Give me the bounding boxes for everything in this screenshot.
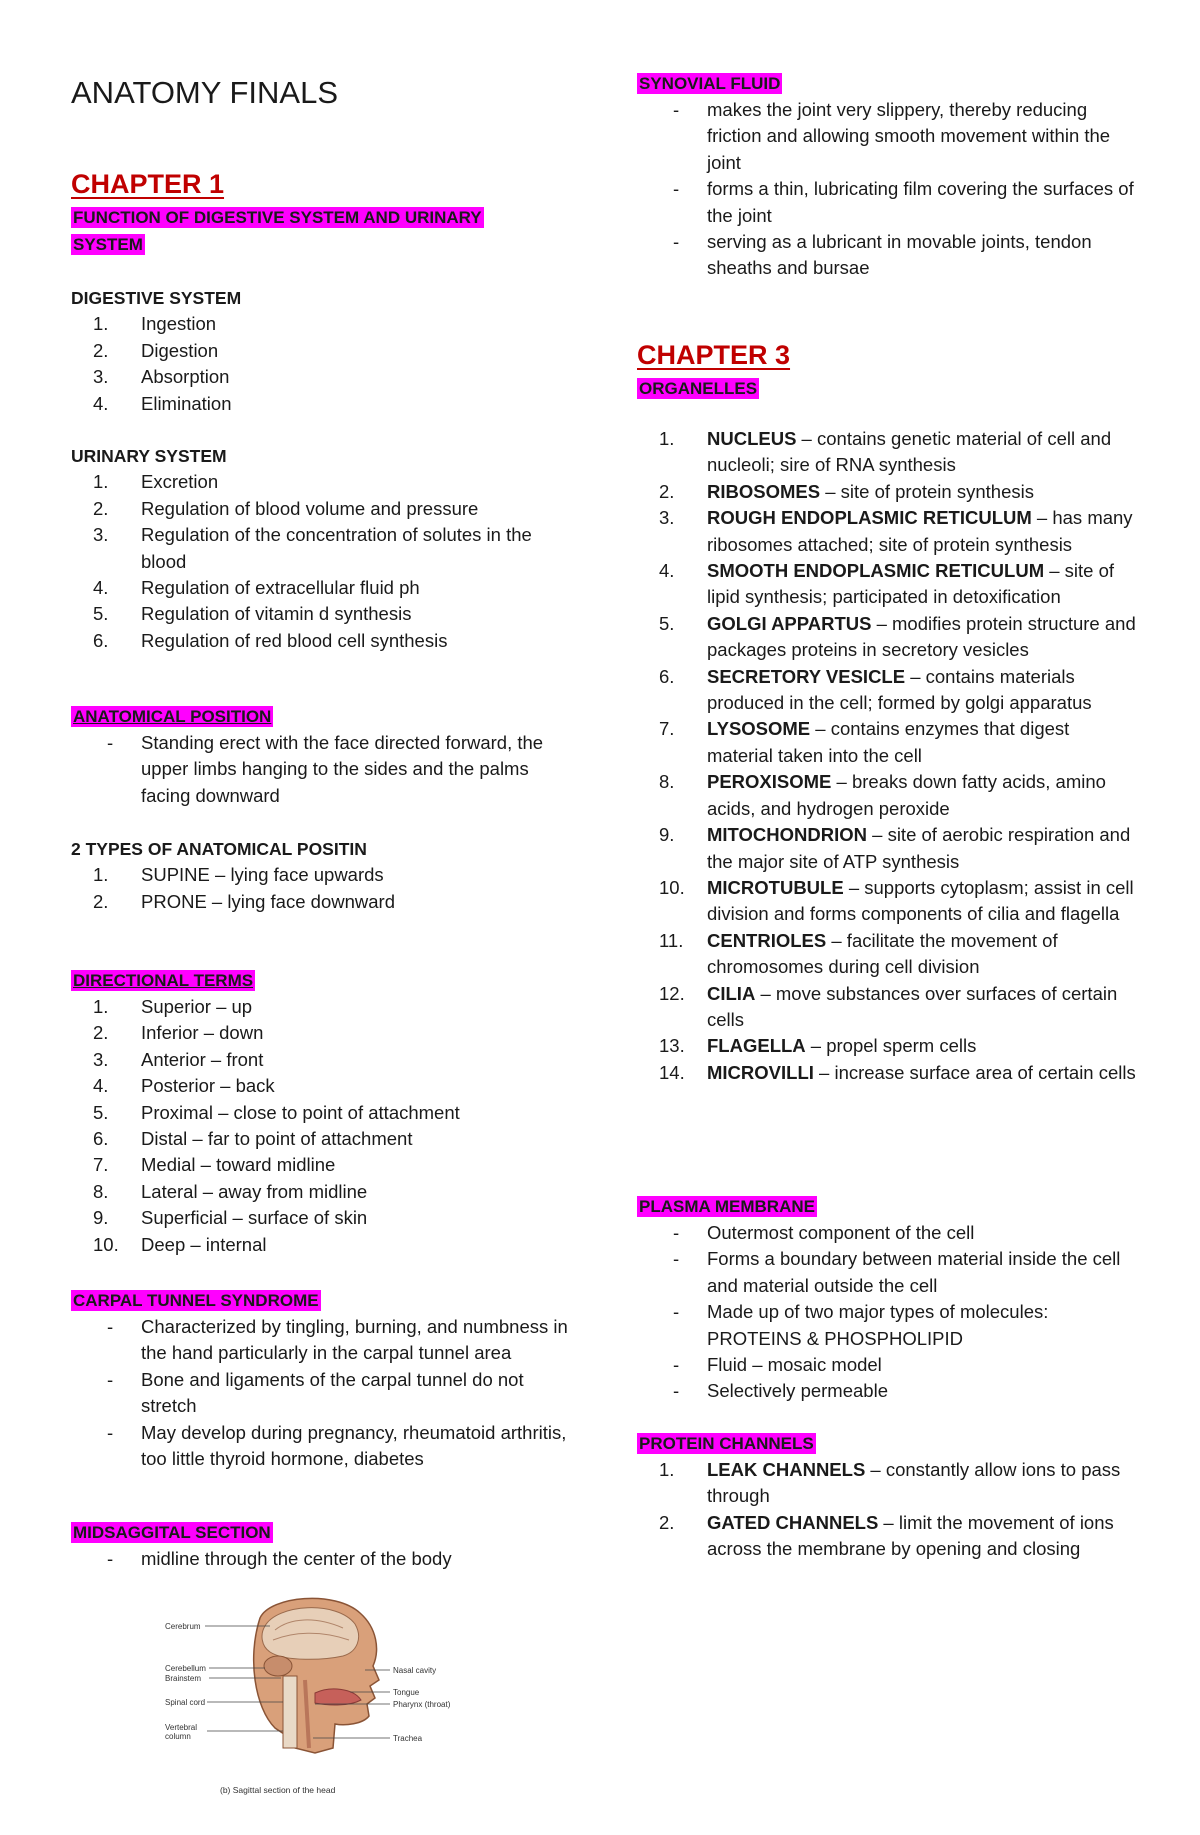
synovial-list <box>637 97 1137 282</box>
directional-item: 4. Posterior – back <box>71 1073 571 1099</box>
bullet-dash: - <box>107 1368 114 1390</box>
chapter-1-section <box>71 168 541 258</box>
urinary-item: 2. Regulation of blood volume and pressure <box>71 496 571 522</box>
label-pharynx: Pharynx (throat) <box>393 1700 451 1709</box>
protein-channel-item: 2. GATED CHANNELS – limit the movement of ions across the membrane by opening and closing <box>659 1511 1114 1560</box>
list-number: 5. <box>659 612 675 634</box>
midsaggital-section <box>71 1519 571 1572</box>
list-number: 2. <box>93 1022 109 1044</box>
term: MITOCHONDRION <box>707 824 867 846</box>
list-number: 4. <box>93 577 109 599</box>
term: FLAGELLA <box>707 1035 806 1057</box>
plasma-item: - Selectively permeable <box>637 1378 1137 1404</box>
plasma-membrane-heading: PLASMA MEMBRANE <box>639 1197 815 1216</box>
list-number: 13. <box>659 1035 685 1057</box>
label-cerebellum: Cerebellum <box>165 1664 206 1673</box>
organelle-item: 7. LYSOSOME – contains enzymes that digest material taken into the cell <box>659 718 1070 766</box>
organelles-heading: ORGANELLES <box>639 379 758 398</box>
list-number: 12. <box>659 982 685 1004</box>
list-number: 1. <box>93 471 109 493</box>
term: MICROTUBULE <box>707 876 844 898</box>
list-number: 4. <box>93 392 109 414</box>
organelle-item: 2. RIBOSOMES – site of protein synthesis <box>637 479 1137 505</box>
midsaggital-heading: MIDSAGGITAL SECTION <box>73 1523 271 1542</box>
list-number: 14. <box>659 1061 685 1083</box>
midsaggital-list <box>71 1546 571 1572</box>
organelle-item: 3. ROUGH ENDOPLASMIC RETICULUM – has many ribosomes attached; site of protein synthesis <box>659 507 1133 555</box>
bullet-dash: - <box>107 1548 114 1569</box>
directional-item: 9. Superficial – surface of skin <box>71 1205 571 1231</box>
carpal-item: - Characterized by tingling, burning, and numbness in the hand particularly in the carpal tunnel area <box>107 1316 568 1364</box>
list-number: 2. <box>93 890 109 912</box>
organelle-item: 1. NUCLEUS – contains genetic material of cell and nucleoli; sire of RNA synthesis <box>659 428 1112 476</box>
urinary-heading: URINARY SYSTEM <box>71 446 227 466</box>
plasma-item: - Fluid – mosaic model <box>637 1352 1137 1378</box>
midsaggital-item: - midline through the center of the body <box>71 1546 571 1572</box>
carpal-list <box>71 1314 571 1472</box>
carpal-tunnel-section <box>71 1287 571 1472</box>
directional-item: 7. Medial – toward midline <box>71 1152 571 1178</box>
term: GOLGI APPARTUS <box>707 612 872 634</box>
organelle-item: 5. GOLGI APPARTUS – modifies protein structure and packages proteins in secretory vesicles <box>659 612 1136 661</box>
anatomical-types-section <box>71 836 571 915</box>
urinary-item: 4. Regulation of extracellular fluid ph <box>71 575 571 601</box>
directional-list <box>71 994 571 1258</box>
bullet-dash: - <box>673 1354 680 1376</box>
directional-item: 5. Proximal – close to point of attachment <box>71 1100 571 1126</box>
digestive-item: 2. Digestion <box>71 338 571 364</box>
list-number: 7. <box>93 1154 109 1176</box>
term: LEAK CHANNELS <box>707 1459 866 1480</box>
list-number: 7. <box>659 718 675 740</box>
label-spinal-cord: Spinal cord <box>165 1698 206 1707</box>
term: RIBOSOMES <box>707 480 821 502</box>
urinary-item: 6. Regulation of red blood cell synthesis <box>71 628 571 654</box>
list-number: 3. <box>93 1048 109 1070</box>
anatomical-types-list <box>71 862 571 915</box>
plasma-membrane-section <box>637 1193 1137 1405</box>
list-number: 9. <box>93 1207 109 1229</box>
list-number: 6. <box>93 1128 109 1150</box>
term: MICROVILLI <box>707 1061 814 1083</box>
bullet-dash: - <box>673 231 680 253</box>
plasma-list <box>637 1220 1137 1405</box>
list-number: 6. <box>659 665 675 687</box>
label-nasal-cavity: Nasal cavity <box>393 1666 437 1675</box>
directional-item: 8. Lateral – away from midline <box>71 1179 571 1205</box>
anatomical-list <box>71 730 571 809</box>
list-number: 1. <box>93 996 109 1017</box>
bullet-dash: - <box>673 1222 680 1243</box>
list-number: 1. <box>659 1459 675 1480</box>
bullet-dash: - <box>673 99 680 120</box>
label-vertebral: Vertebral <box>165 1723 198 1732</box>
protein-channels-section <box>637 1430 1137 1563</box>
plasma-item: - Outermost component of the cell <box>637 1220 1137 1246</box>
list-number: 10. <box>659 876 685 898</box>
term: GATED CHANNELS <box>707 1511 879 1533</box>
list-number: 10. <box>93 1233 119 1255</box>
label-tongue: Tongue <box>393 1688 420 1697</box>
directional-terms-section <box>71 967 571 1258</box>
synovial-item: - forms a thin, lubricating film covering the surfaces of the joint <box>673 178 1134 226</box>
list-number: 3. <box>659 507 675 529</box>
urinary-section <box>71 443 571 654</box>
sagittal-section-figure <box>165 1588 465 1803</box>
carpal-item: - May develop during pregnancy, rheumatoid arthritis, too little thyroid hormone, diabetes <box>107 1421 567 1470</box>
synovial-fluid-heading: SYNOVIAL FLUID <box>639 74 781 93</box>
label-column: column <box>165 1732 191 1741</box>
label-brainstem: Brainstem <box>165 1674 202 1683</box>
list-number: 4. <box>659 560 675 582</box>
list-number: 1. <box>659 428 675 449</box>
synovial-item: - serving as a lubricant in movable joints, tendon sheaths and bursae <box>673 231 1092 279</box>
anatomical-position-section <box>71 703 571 809</box>
list-number: 2. <box>659 480 675 502</box>
list-number: 3. <box>93 366 109 388</box>
protein-list <box>637 1457 1137 1563</box>
label-cerebrum: Cerebrum <box>165 1622 201 1631</box>
digestive-heading: DIGESTIVE SYSTEM <box>71 288 242 308</box>
list-number: 2. <box>659 1511 675 1533</box>
list-number: 11. <box>659 929 684 951</box>
bullet-dash: - <box>107 1316 114 1337</box>
bullet-dash: - <box>673 1380 680 1402</box>
synovial-item: - makes the joint very slippery, thereby reducing friction and allowing smooth movement within the joint <box>673 99 1111 173</box>
anatomical-type-item: 2. PRONE – lying face downward <box>71 889 571 915</box>
directional-item: 3. Anterior – front <box>71 1047 571 1073</box>
digestive-list <box>71 311 571 417</box>
anatomical-type-item: 1. SUPINE – lying face upwards <box>71 862 571 888</box>
carpal-tunnel-heading: CARPAL TUNNEL SYNDROME <box>73 1291 319 1310</box>
organelles-list <box>637 426 1137 1086</box>
organelle-item: 13. FLAGELLA – propel sperm cells <box>637 1033 1137 1059</box>
urinary-list <box>71 469 571 654</box>
urinary-item: 3. Regulation of the concentration of solutes in the blood <box>93 524 532 572</box>
list-number: 9. <box>659 824 675 846</box>
digestive-item: 1. Ingestion <box>71 311 571 337</box>
protein-channels-heading: PROTEIN CHANNELS <box>639 1434 814 1453</box>
organelle-item: 10. MICROTUBULE – supports cytoplasm; assist in cell division and forms components of cilia and flagella <box>659 876 1134 925</box>
organelle-item: 8. PEROXISOME – breaks down fatty acids, amino acids, and hydrogen peroxide <box>659 771 1106 819</box>
list-number: 2. <box>93 339 109 361</box>
plasma-item: - Made up of two major types of molecules: PROTEINS & PHOSPHOLIPID <box>673 1301 1049 1349</box>
list-number: 4. <box>93 1075 109 1097</box>
bullet-dash: - <box>673 1301 680 1323</box>
function-heading: FUNCTION OF DIGESTIVE SYSTEM AND URINARY SYSTEM <box>73 208 482 254</box>
chapter-3-section <box>637 339 1137 402</box>
organelle-item: 4. SMOOTH ENDOPLASMIC RETICULUM – site of lipid synthesis; participated in detoxification <box>659 560 1115 608</box>
digestive-item: 3. Absorption <box>71 364 571 390</box>
list-number: 6. <box>93 629 109 651</box>
bullet-dash: - <box>107 1421 114 1443</box>
directional-item: 1. Superior – up <box>71 994 571 1020</box>
organelles-section <box>637 426 1137 1086</box>
directional-item: 10. Deep – internal <box>71 1232 571 1258</box>
digestive-item: 4. Elimination <box>71 391 571 417</box>
list-number: 5. <box>93 1101 109 1123</box>
anatomical-item: - Standing erect with the face directed forward, the upper limbs hanging to the sides and the palms facing downward <box>107 732 544 806</box>
anatomical-types-heading: 2 TYPES OF ANATOMICAL POSITIN <box>71 839 367 859</box>
term: CILIA <box>707 982 756 1004</box>
term: CENTRIOLES <box>707 929 827 951</box>
list-number: 2. <box>93 497 109 519</box>
term: SMOOTH ENDOPLASMIC RETICULUM <box>707 560 1045 582</box>
urinary-item: 1. Excretion <box>71 469 571 495</box>
list-number: 8. <box>93 1180 109 1202</box>
organelle-item: 6. SECRETORY VESICLE – contains materials produced in the cell; formed by golgi apparatus <box>659 665 1092 714</box>
directional-item: 2. Inferior – down <box>71 1020 571 1046</box>
directional-item: 6. Distal – far to point of attachment <box>71 1126 571 1152</box>
digestive-section <box>71 285 571 417</box>
plasma-item: - Forms a boundary between material inside the cell and material outside the cell <box>673 1248 1121 1296</box>
protein-channel-item: 1. LEAK CHANNELS – constantly allow ions to pass through <box>659 1459 1121 1507</box>
organelle-item: 14. MICROVILLI – increase surface area of certain cells <box>637 1060 1137 1086</box>
chapter-3-heading: CHAPTER 3 <box>637 340 791 370</box>
label-trachea: Trachea <box>393 1734 423 1743</box>
term: NUCLEUS <box>707 428 797 449</box>
cerebellum-shape <box>264 1656 292 1676</box>
term: SECRETORY VESICLE <box>707 665 906 687</box>
list-number: 3. <box>93 524 109 546</box>
synovial-fluid-section <box>637 70 1137 282</box>
list-number: 5. <box>93 603 109 625</box>
spinal-column-shape <box>283 1676 297 1748</box>
organelle-item: 9. MITOCHONDRION – site of aerobic respiration and the major site of ATP synthesis <box>659 824 1131 872</box>
bullet-dash: - <box>673 1248 680 1270</box>
term: ROUGH ENDOPLASMIC RETICULUM <box>707 507 1032 529</box>
carpal-item: - Bone and ligaments of the carpal tunnel do not stretch <box>107 1368 524 1417</box>
organelle-item: 11. CENTRIOLES – facilitate the movement of chromosomes during cell division <box>659 929 1058 978</box>
urinary-item: 5. Regulation of vitamin d synthesis <box>71 601 571 627</box>
figure-caption: (b) Sagittal section of the head <box>220 1785 336 1795</box>
directional-terms-heading: DIRECTIONAL TERMS <box>73 971 254 990</box>
term: PEROXISOME <box>707 771 832 793</box>
bullet-dash: - <box>107 732 114 753</box>
term: LYSOSOME <box>707 718 811 740</box>
list-number: 8. <box>659 771 675 793</box>
document-title: ANATOMY FINALS <box>71 75 339 110</box>
list-number: 1. <box>93 864 109 886</box>
chapter-1-heading: CHAPTER 1 <box>71 169 225 199</box>
sagittal-head-illustration <box>165 1588 465 1803</box>
list-number: 1. <box>93 313 109 335</box>
organelle-item: 12. CILIA – move substances over surfaces of certain cells <box>659 982 1118 1030</box>
anatomical-position-heading: ANATOMICAL POSITION <box>73 707 272 726</box>
bullet-dash: - <box>673 178 680 200</box>
